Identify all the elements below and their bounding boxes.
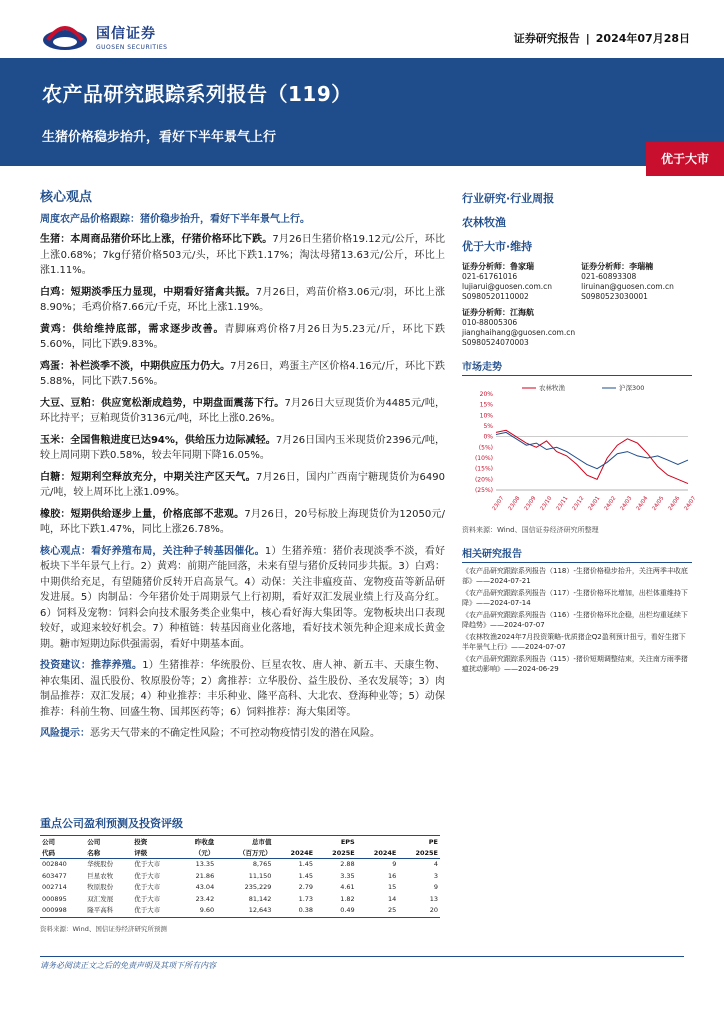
brand-logo <box>40 22 167 52</box>
table-cell: 双汇发展 <box>87 894 114 903</box>
y-tick-label: (20%) <box>474 476 493 484</box>
table-cell: 优于大市 <box>134 883 161 891</box>
table-cell: 1.82 <box>340 894 355 903</box>
table-row <box>40 871 440 883</box>
risk-warning: 风险提示：恶劣天气带来的不确定性风险；不可控动物疫情引发的潜在风险。 <box>40 728 380 739</box>
item-soybean: 大豆、豆粕：供应宽松渐成趋势，中期盘面震荡下行。7月26日大豆现货价为4485元/吨，环比持平；豆粕现货价3136元/吨，环比上涨0.26%。 <box>40 397 446 424</box>
analyst-card: 证券分析师：鲁家瑞 021-61761016 lujiarui@guosen.com.cn S0980520110002 <box>462 262 553 301</box>
table-cell: 13.35 <box>195 860 215 868</box>
table-cell: 巨星农牧 <box>87 871 114 880</box>
table-cell: 20 <box>398 905 440 917</box>
table-cell: 43.04 <box>195 883 215 891</box>
chart-source: 资料来源：Wind、国信证券经济研究所整理 <box>462 526 599 534</box>
report-title: 农产品研究跟踪系列报告（119） <box>42 82 352 106</box>
market-trend-title: 市场走势 <box>462 358 692 376</box>
x-tick-label: 23/10 <box>539 495 554 512</box>
table-cell: 2.88 <box>340 860 355 868</box>
x-tick-label: 24/07 <box>683 495 698 512</box>
x-tick-label: 24/05 <box>651 495 666 512</box>
related-item[interactable]: 《农产品研究跟踪系列报告（118）-生猪价格稳步抬升，关注两季丰收底部》——2024-07-21 <box>462 567 688 585</box>
analyst-card: 证券分析师：李瑞楠 021-60893308 liruinan@guosen.com.cn S0980523030001 <box>581 262 674 301</box>
item-rubber: 橡胶：短期供给逐步上量，价格底部不悲观。7月26日，20号标胶上海现货价为12050元/吨，环比下跌1.47%，同比上涨26.78%。 <box>40 508 445 535</box>
table-cell: 16 <box>388 871 397 880</box>
table-row <box>40 859 440 871</box>
table-cell: 3 <box>433 871 438 880</box>
table-cell: 2.79 <box>298 883 314 891</box>
related-item[interactable]: 《农林牧渔2024年7月投资策略-优质猪企Q2盈利预计扭亏，看好生猪下半年景气上行》——2024-07-07 <box>462 633 686 651</box>
table-cell: 11,150 <box>248 871 272 880</box>
table-title: 重点公司盈利预测及投资评级 <box>40 817 183 830</box>
x-tick-label: 24/02 <box>603 495 618 512</box>
table-cell: 0.38 <box>273 905 315 917</box>
table-row <box>40 882 440 894</box>
rating-badge: 优于大市 <box>646 142 724 176</box>
related-item[interactable]: 《农产品研究跟踪系列报告（117）-生猪价格环比增加，出栏体重维持下降》——2024-07-14 <box>462 589 688 607</box>
table-cell: 13 <box>429 894 438 903</box>
industry-name: 农林牧渔 <box>462 216 506 229</box>
report-meta: 证券研究报告 | 2024年07月28日 <box>513 32 690 45</box>
x-tick-label: 23/11 <box>555 495 570 512</box>
y-tick-label: (15%) <box>474 465 493 473</box>
table-cell: 1.45 <box>298 860 314 868</box>
title-banner <box>0 58 724 166</box>
series-line-1 <box>496 432 688 468</box>
table-cell: 优于大市 <box>134 894 161 903</box>
analyst-list <box>462 262 692 348</box>
item-sugar: 白糖：短期利空释放充分，中期关注产区天气。7月26日，国内广西南宁糖现货价为6490元/吨，较上周环比上涨1.09%。 <box>40 471 445 498</box>
table-cell: 4.61 <box>340 883 355 891</box>
table-cell: 14 <box>388 894 397 903</box>
x-tick-label: 24/03 <box>619 495 634 512</box>
table-cell: 12,643 <box>216 905 273 917</box>
table-cell: 3.35 <box>340 871 355 880</box>
x-tick-label: 23/12 <box>571 495 586 512</box>
x-tick-label: 23/07 <box>491 495 506 512</box>
table-cell: 603477 <box>42 871 67 880</box>
report-type: 证券研究报告 <box>513 32 580 45</box>
table-cell: 优于大市 <box>134 871 161 880</box>
table-header-row: 公司 公司 投资 昨收盘 总市值 EPS PE <box>42 837 438 846</box>
x-tick-label: 24/06 <box>667 495 682 512</box>
market-trend-chart <box>462 382 698 520</box>
table-row <box>40 905 440 917</box>
related-item[interactable]: 《农产品研究跟踪系列报告（115）-猪价短期调整结束，关注南方雨季猪瘟扰动影响》——2024-06-29 <box>462 655 688 673</box>
core-subhead: 周度农产品价格跟踪：猪价稳步抬升，看好下半年景气上行。 <box>40 213 310 225</box>
item-pig: 生猪：本周商品猪价环比上涨，仔猪价格环比下跌。7月26日生猪价格19.12元/公斤，环比上涨0.68%；7kg仔猪价格503元/头，环比下跌1.17%；淘汰母猪13.63元/公斤，环比上涨1.11%。 <box>40 234 446 276</box>
forecast-table <box>40 835 440 918</box>
report-subtitle: 生猪价格稳步抬升，看好下半年景气上行 <box>42 130 277 145</box>
table-cell: 15 <box>388 883 397 891</box>
brand-name: 国信证券 <box>96 26 156 42</box>
table-cell: 9 <box>433 883 438 891</box>
sidebar <box>462 190 698 677</box>
table-cell: 0.49 <box>315 905 357 917</box>
table-cell: 4 <box>433 860 438 868</box>
table-cell: 002714 <box>42 883 67 891</box>
related-item[interactable]: 《农产品研究跟踪系列报告（116）-生猪价格环比企稳，出栏均重延续下降趋势》——2024-07-07 <box>462 611 688 629</box>
table-cell: 002840 <box>42 860 67 868</box>
table-cell: 23.42 <box>195 894 215 903</box>
core-view: 核心观点：看好养殖布局，关注种子转基因催化。1）生猪养殖：猪价表现淡季不淡，看好板块下半年景气上行。2）黄鸡：前期产能回落，未来有望与猪价反转同步共振。3）白鸡：中期供给充足，有望随猪价反转开启高景气。4）动保：关注非瘟疫苗、宠物疫苗等新品研发进展。5）肉制品：今年猪价处于周期景气上行初期，看好双汇发展业绩上行及高分红。6）饲料及宠物：饲料会向技术服务类企业集中，核心看好海大集团等。宠物板块出口表现较好，或迎来较好机会。7）种植链：转基因商业化落地，看好技术领先种企迎来成长黄金期。糖市短期边际供强需弱，看好中期基本面。 <box>40 545 445 650</box>
table-cell: 9 <box>392 860 397 868</box>
report-date: 2024年07月28日 <box>595 32 690 45</box>
core-title: 核心观点 <box>40 190 93 205</box>
y-tick-label: 5% <box>483 423 493 430</box>
item-white-chicken: 白鸡：短期淡季压力显现，中期看好猪禽共振。7月26日，鸡苗价格3.06元/羽，环比上涨8.90%；毛鸡价格7.66元/千克，环比上涨1.19%。 <box>40 286 446 313</box>
table-cell: 25 <box>357 905 399 917</box>
table-cell: 81,142 <box>248 894 272 903</box>
y-tick-label: 20% <box>479 391 493 398</box>
footer-disclaimer: 请务必阅读正文之后的免责声明及其项下所有内容 <box>40 961 216 970</box>
related-title: 相关研究报告 <box>462 545 692 563</box>
table-cell: 000998 <box>40 905 85 917</box>
table-cell: 235,229 <box>244 883 272 891</box>
analyst-card: 证券分析师：江海航 010-88005306 jianghaihang@guosen.com.cn S0980524070003 <box>462 308 576 347</box>
table-cell: 优于大市 <box>134 860 161 868</box>
related-list <box>462 567 692 674</box>
item-yellow-chicken: 黄鸡：供给维持底部，需求逐步改善。青脚麻鸡价格7月26日为5.23元/斤，环比下跌5.60%，同比下跌9.83%。 <box>40 323 445 350</box>
item-corn: 玉米：全国售粮进度已达94%，供给压力边际减轻。7月26日国内玉米现货价2396元/吨，较上周同期下跌0.58%，较去年同期下降16.05%。 <box>40 434 445 461</box>
brand-name-en: GUOSEN SECURITIES <box>96 44 168 51</box>
guosen-logo-icon <box>40 22 90 52</box>
y-tick-label: (25%) <box>474 487 493 494</box>
y-tick-label: (5%) <box>478 444 493 452</box>
table-subheader-row: 代码 名称 评级 （元） （百万元） 2024E 2025E 2024E 2025E <box>42 848 438 857</box>
x-tick-label: 24/04 <box>635 495 650 512</box>
page-header <box>0 0 724 58</box>
x-tick-label: 23/08 <box>507 495 522 512</box>
x-tick-label: 23/09 <box>523 495 538 512</box>
table-cell: 21.86 <box>195 871 215 880</box>
report-category: 行业研究·行业周报 <box>462 192 555 205</box>
table-cell: 000895 <box>42 894 67 903</box>
table-source: 资料来源：Wind、国信证券经济研究所预测 <box>40 925 167 933</box>
legend-label: 沪深300 <box>619 384 645 392</box>
table-cell: 华统股份 <box>87 860 114 868</box>
y-tick-label: (10%) <box>474 455 493 462</box>
table-cell: 牧原股份 <box>87 883 114 891</box>
investment-advice: 投资建议：推荐养殖。1）生猪推荐：华统股份、巨星农牧、唐人神、新五丰、天康生物、神农集团、温氏股份、牧原股份等；2）禽推荐：立华股份、益生股份、圣农发展等；3）肉制品推荐：双汇发展；4）种业推荐：丰乐种业、隆平高科、大北农、登海种业等；5）动保推荐：科前生物、回盛生物、国邦医药等；6）饲料推荐：海大集团等。 <box>40 660 445 718</box>
table-cell: 9.60 <box>179 905 216 917</box>
table-cell: 1.73 <box>298 894 314 903</box>
y-tick-label: 15% <box>479 401 493 409</box>
y-tick-label: 10% <box>479 412 493 420</box>
table-cell: 优于大市 <box>132 905 179 917</box>
y-tick-label: 0% <box>483 433 493 441</box>
legend-label: 农林牧渔 <box>539 384 565 392</box>
table-row <box>40 894 440 906</box>
footer-divider <box>40 956 684 957</box>
rating-line: 优于大市·维持 <box>462 240 533 253</box>
core-views <box>40 190 445 748</box>
table-cell: 8,765 <box>252 860 272 868</box>
table-cell: 隆平高科 <box>85 905 132 917</box>
x-tick-label: 24/01 <box>587 495 602 512</box>
table-cell: 1.45 <box>298 871 314 880</box>
item-egg: 鸡蛋：补栏淡季不淡，中期供应压力仍大。7月26日，鸡蛋主产区价格4.16元/斤，环比下跌5.88%，同比下跌7.56%。 <box>40 360 445 387</box>
